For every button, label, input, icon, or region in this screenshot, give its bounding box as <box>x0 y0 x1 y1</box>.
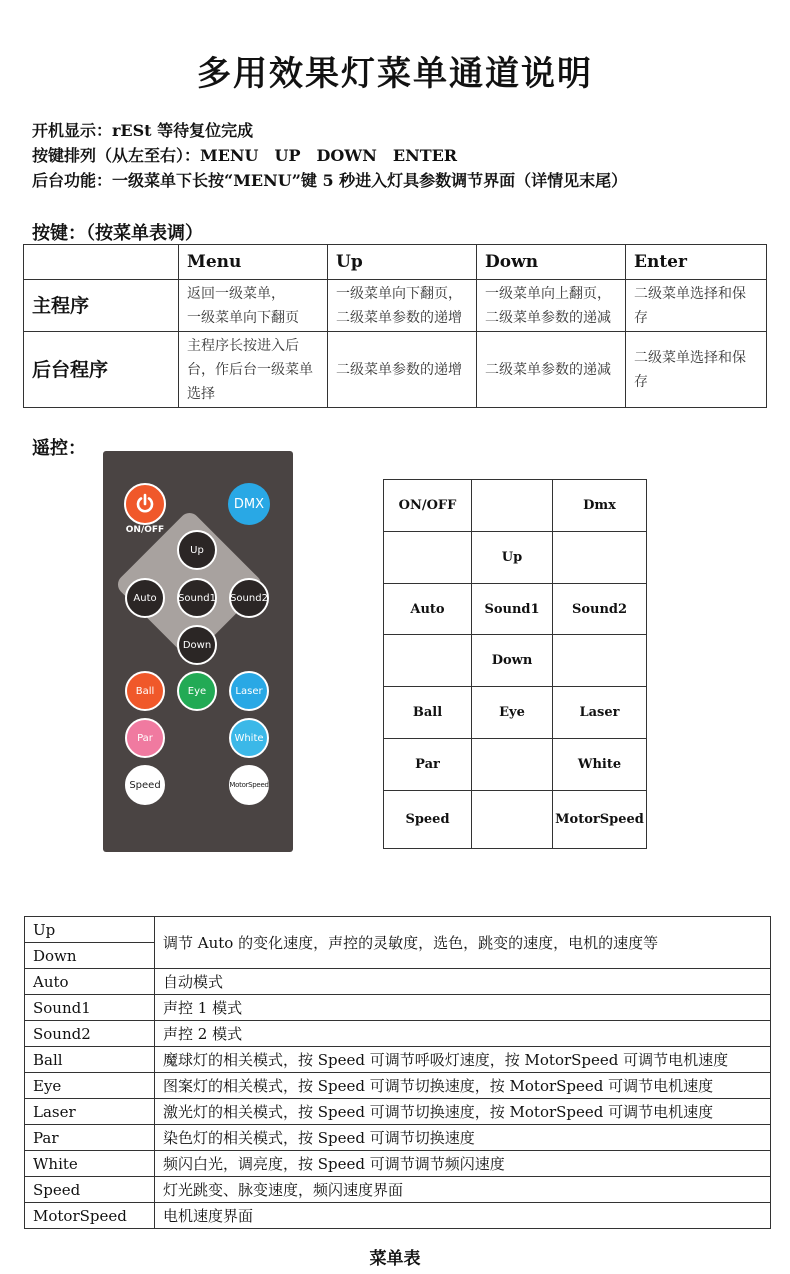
desc-value: 激光灯的相关模式，按 Speed 可调节切换速度，按 MotorSpeed 可调节电机速度 <box>155 1099 771 1125</box>
motorspeed-button[interactable]: MotorSpeed <box>229 765 269 805</box>
desc-key: Sound1 <box>25 995 155 1021</box>
down-button[interactable]: Down <box>177 625 217 665</box>
cell-line: 选择 <box>187 385 215 402</box>
desc-value: 灯光跳变、脉变速度，频闪速度界面 <box>155 1177 771 1203</box>
cell-line: 二级菜单参数的递增 <box>336 309 462 326</box>
grid-cell: Auto <box>384 584 472 635</box>
par-button[interactable]: Par <box>125 718 165 758</box>
intro-line-startup: 开机显示：rESt 等待复位完成 <box>32 121 254 140</box>
table-row <box>25 995 771 1021</box>
grid-cell: Up <box>472 532 553 584</box>
eye-button[interactable]: Eye <box>177 671 217 711</box>
desc-value: 染色灯的相关模式，按 Speed 可调节切换速度 <box>155 1125 771 1151</box>
grid-cell <box>384 635 472 687</box>
header-cell-menu: Menu <box>179 245 328 280</box>
grid-row <box>384 584 647 635</box>
dmx-button[interactable]: DMX <box>228 483 270 525</box>
cell-line: 一级菜单向上翻页， <box>485 285 611 302</box>
row-label-backstage: 后台程序 <box>24 332 179 408</box>
grid-cell <box>553 532 647 584</box>
desc-key: Down <box>25 943 155 969</box>
grid-row <box>384 687 647 739</box>
grid-cell: Par <box>384 739 472 791</box>
keys-table-header <box>24 245 767 280</box>
desc-key: Par <box>25 1125 155 1151</box>
desc-key: Sound2 <box>25 1021 155 1047</box>
onoff-button[interactable] <box>124 483 166 525</box>
cell-line: 主程序长按进入后 <box>187 337 299 354</box>
grid-row <box>384 635 647 687</box>
table-row <box>24 332 767 408</box>
auto-button[interactable]: Auto <box>125 578 165 618</box>
desc-value: 声控 2 模式 <box>155 1021 771 1047</box>
table-row <box>25 1047 771 1073</box>
grid-cell: ON/OFF <box>384 480 472 532</box>
grid-row <box>384 739 647 791</box>
keys-table <box>23 244 767 408</box>
cell-main-menu <box>179 280 328 332</box>
grid-cell: Ball <box>384 687 472 739</box>
menu-description-table <box>24 916 771 1229</box>
grid-cell: Eye <box>472 687 553 739</box>
grid-cell <box>472 480 553 532</box>
grid-cell <box>384 532 472 584</box>
desc-key: Ball <box>25 1047 155 1073</box>
desc-value: 魔球灯的相关模式，按 Speed 可调节呼吸灯速度，按 MotorSpeed 可调节电机速度 <box>155 1047 771 1073</box>
cell-main-enter: 二级菜单选择和保存 <box>626 280 767 332</box>
table-row <box>25 917 771 943</box>
grid-cell: Laser <box>553 687 647 739</box>
header-cell-empty <box>24 245 179 280</box>
desc-value: 自动模式 <box>155 969 771 995</box>
onoff-label: ON/OFF <box>125 525 165 535</box>
cell-line: 一级菜单向下翻页 <box>187 309 299 326</box>
cell-line: 台，作后台一级菜单 <box>187 361 313 378</box>
table-row <box>24 280 767 332</box>
grid-row <box>384 480 647 532</box>
grid-cell: White <box>553 739 647 791</box>
header-cell-up: Up <box>328 245 477 280</box>
desc-value: 频闪白光，调亮度，按 Speed 可调节调节频闪速度 <box>155 1151 771 1177</box>
table-row <box>25 969 771 995</box>
grid-cell: Sound2 <box>553 584 647 635</box>
white-button[interactable]: White <box>229 718 269 758</box>
cell-line: 返回一级菜单， <box>187 285 285 302</box>
grid-cell <box>472 791 553 849</box>
ball-button[interactable]: Ball <box>125 671 165 711</box>
row-label-main: 主程序 <box>24 280 179 332</box>
desc-value-updown: 调节 Auto 的变化速度，声控的灵敏度，选色，跳变的速度，电机的速度等 <box>155 917 771 969</box>
cell-backstage-menu <box>179 332 328 408</box>
header-cell-enter: Enter <box>626 245 767 280</box>
grid-cell: Sound1 <box>472 584 553 635</box>
intro-line-key-order: 按键排列（从左至右）：MENU UP DOWN ENTER <box>32 146 458 165</box>
desc-key: Eye <box>25 1073 155 1099</box>
grid-row <box>384 532 647 584</box>
desc-value: 声控 1 模式 <box>155 995 771 1021</box>
sound2-button[interactable]: Sound2 <box>229 578 269 618</box>
power-icon <box>133 492 157 516</box>
laser-button[interactable]: Laser <box>229 671 269 711</box>
grid-cell: Dmx <box>553 480 647 532</box>
table-caption: 菜单表 <box>369 1249 421 1269</box>
intro-block <box>32 118 627 193</box>
grid-cell: Down <box>472 635 553 687</box>
desc-key: Auto <box>25 969 155 995</box>
grid-row <box>384 791 647 849</box>
cell-line: 一级菜单向下翻页， <box>336 285 462 302</box>
cell-line: 二级菜单参数的递减 <box>485 309 611 326</box>
desc-key: Laser <box>25 1099 155 1125</box>
desc-value: 图案灯的相关模式，按 Speed 可调节切换速度，按 MotorSpeed 可调节电机速度 <box>155 1073 771 1099</box>
table-row <box>25 1177 771 1203</box>
cell-main-down <box>477 280 626 332</box>
cell-backstage-down: 二级菜单参数的递减 <box>477 332 626 408</box>
grid-cell <box>472 739 553 791</box>
cell-backstage-enter: 二级菜单选择和保存 <box>626 332 767 408</box>
desc-key: White <box>25 1151 155 1177</box>
table-row <box>25 1203 771 1229</box>
table-row <box>25 1021 771 1047</box>
table-row <box>25 1125 771 1151</box>
page-title: 多用效果灯菜单通道说明 <box>197 54 593 94</box>
up-button[interactable]: Up <box>177 530 217 570</box>
speed-button[interactable]: Speed <box>125 765 165 805</box>
sound1-button[interactable]: Sound1 <box>177 578 217 618</box>
desc-value: 电机速度界面 <box>155 1203 771 1229</box>
cell-backstage-up: 二级菜单参数的递增 <box>328 332 477 408</box>
keys-heading: 按键：（按菜单表调） <box>32 223 203 244</box>
remote-heading: 遥控： <box>32 438 86 459</box>
cell-main-up <box>328 280 477 332</box>
grid-cell: MotorSpeed <box>553 791 647 849</box>
header-cell-down: Down <box>477 245 626 280</box>
desc-key: Speed <box>25 1177 155 1203</box>
intro-line-backstage: 后台功能：一级菜单下长按“MENU”键 5 秒进入灯具参数调节界面（详情见末尾） <box>32 171 628 190</box>
remote-layout-grid <box>383 479 647 849</box>
grid-cell: Speed <box>384 791 472 849</box>
desc-key: MotorSpeed <box>25 1203 155 1229</box>
desc-key: Up <box>25 917 155 943</box>
table-row <box>25 1099 771 1125</box>
grid-cell <box>553 635 647 687</box>
table-row <box>25 1151 771 1177</box>
table-row <box>25 1073 771 1099</box>
